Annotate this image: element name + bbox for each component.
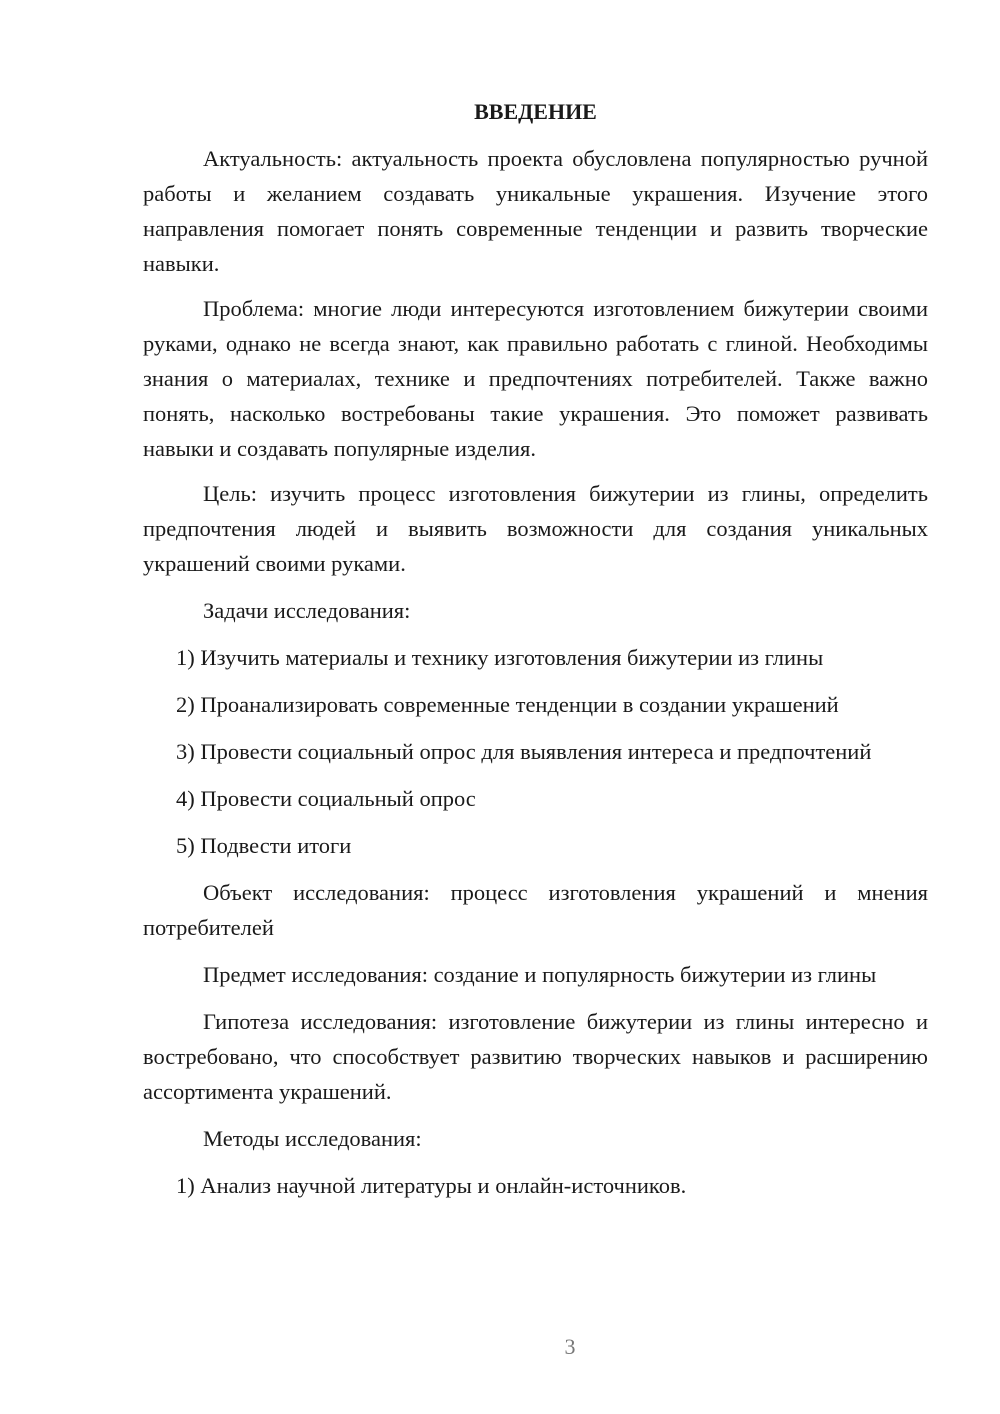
relevance-paragraph: Актуальность: актуальность проекта обусловлена популярностью ручной работы и желанием создавать уникальные украшения. Изучение этого направления помогает понять современные тенденции и развить творческие навыки. bbox=[143, 146, 928, 276]
object-paragraph: Объект исследования: процесс изготовления украшений и мнения потребителей bbox=[143, 880, 928, 940]
methods-heading: Методы исследования: bbox=[203, 1126, 422, 1151]
task-item-3: 3) Провести социальный опрос для выявления интереса и предпочтений bbox=[176, 739, 872, 764]
goal-paragraph: Цель: изучить процесс изготовления бижутерии из глины, определить предпочтения людей и выявить возможности для создания уникальных украшений своими руками. bbox=[143, 481, 928, 576]
document-body bbox=[143, 94, 928, 1215]
task-item-1: 1) Изучить материалы и технику изготовления бижутерии из глины bbox=[176, 645, 824, 670]
subject-paragraph: Предмет исследования: создание и популярность бижутерии из глины bbox=[203, 962, 877, 987]
task-item-2: 2) Проанализировать современные тенденции в создании украшений bbox=[176, 692, 839, 717]
page-number: 3 bbox=[564, 1334, 576, 1359]
tasks-heading: Задачи исследования: bbox=[203, 598, 411, 623]
problem-paragraph: Проблема: многие люди интересуются изготовлением бижутерии своими руками, однако не всегда знают, как правильно работать с глиной. Необходимы знания о материалах, технике и предпочтениях потребителей. Также важно понять, насколько востребованы такие украшения. Это поможет развивать навыки и создавать популярные изделия. bbox=[143, 296, 928, 461]
hypothesis-paragraph: Гипотеза исследования: изготовление бижутерии из глины интересно и востребовано, что способствует развитию творческих навыков и расширению ассортимента украшений. bbox=[143, 1009, 928, 1104]
task-item-4: 4) Провести социальный опрос bbox=[176, 786, 476, 811]
task-item-5: 5) Подвести итоги bbox=[176, 833, 352, 858]
section-title: ВВЕДЕНИЕ bbox=[474, 99, 597, 124]
method-item-1: 1) Анализ научной литературы и онлайн-источников. bbox=[176, 1173, 687, 1198]
